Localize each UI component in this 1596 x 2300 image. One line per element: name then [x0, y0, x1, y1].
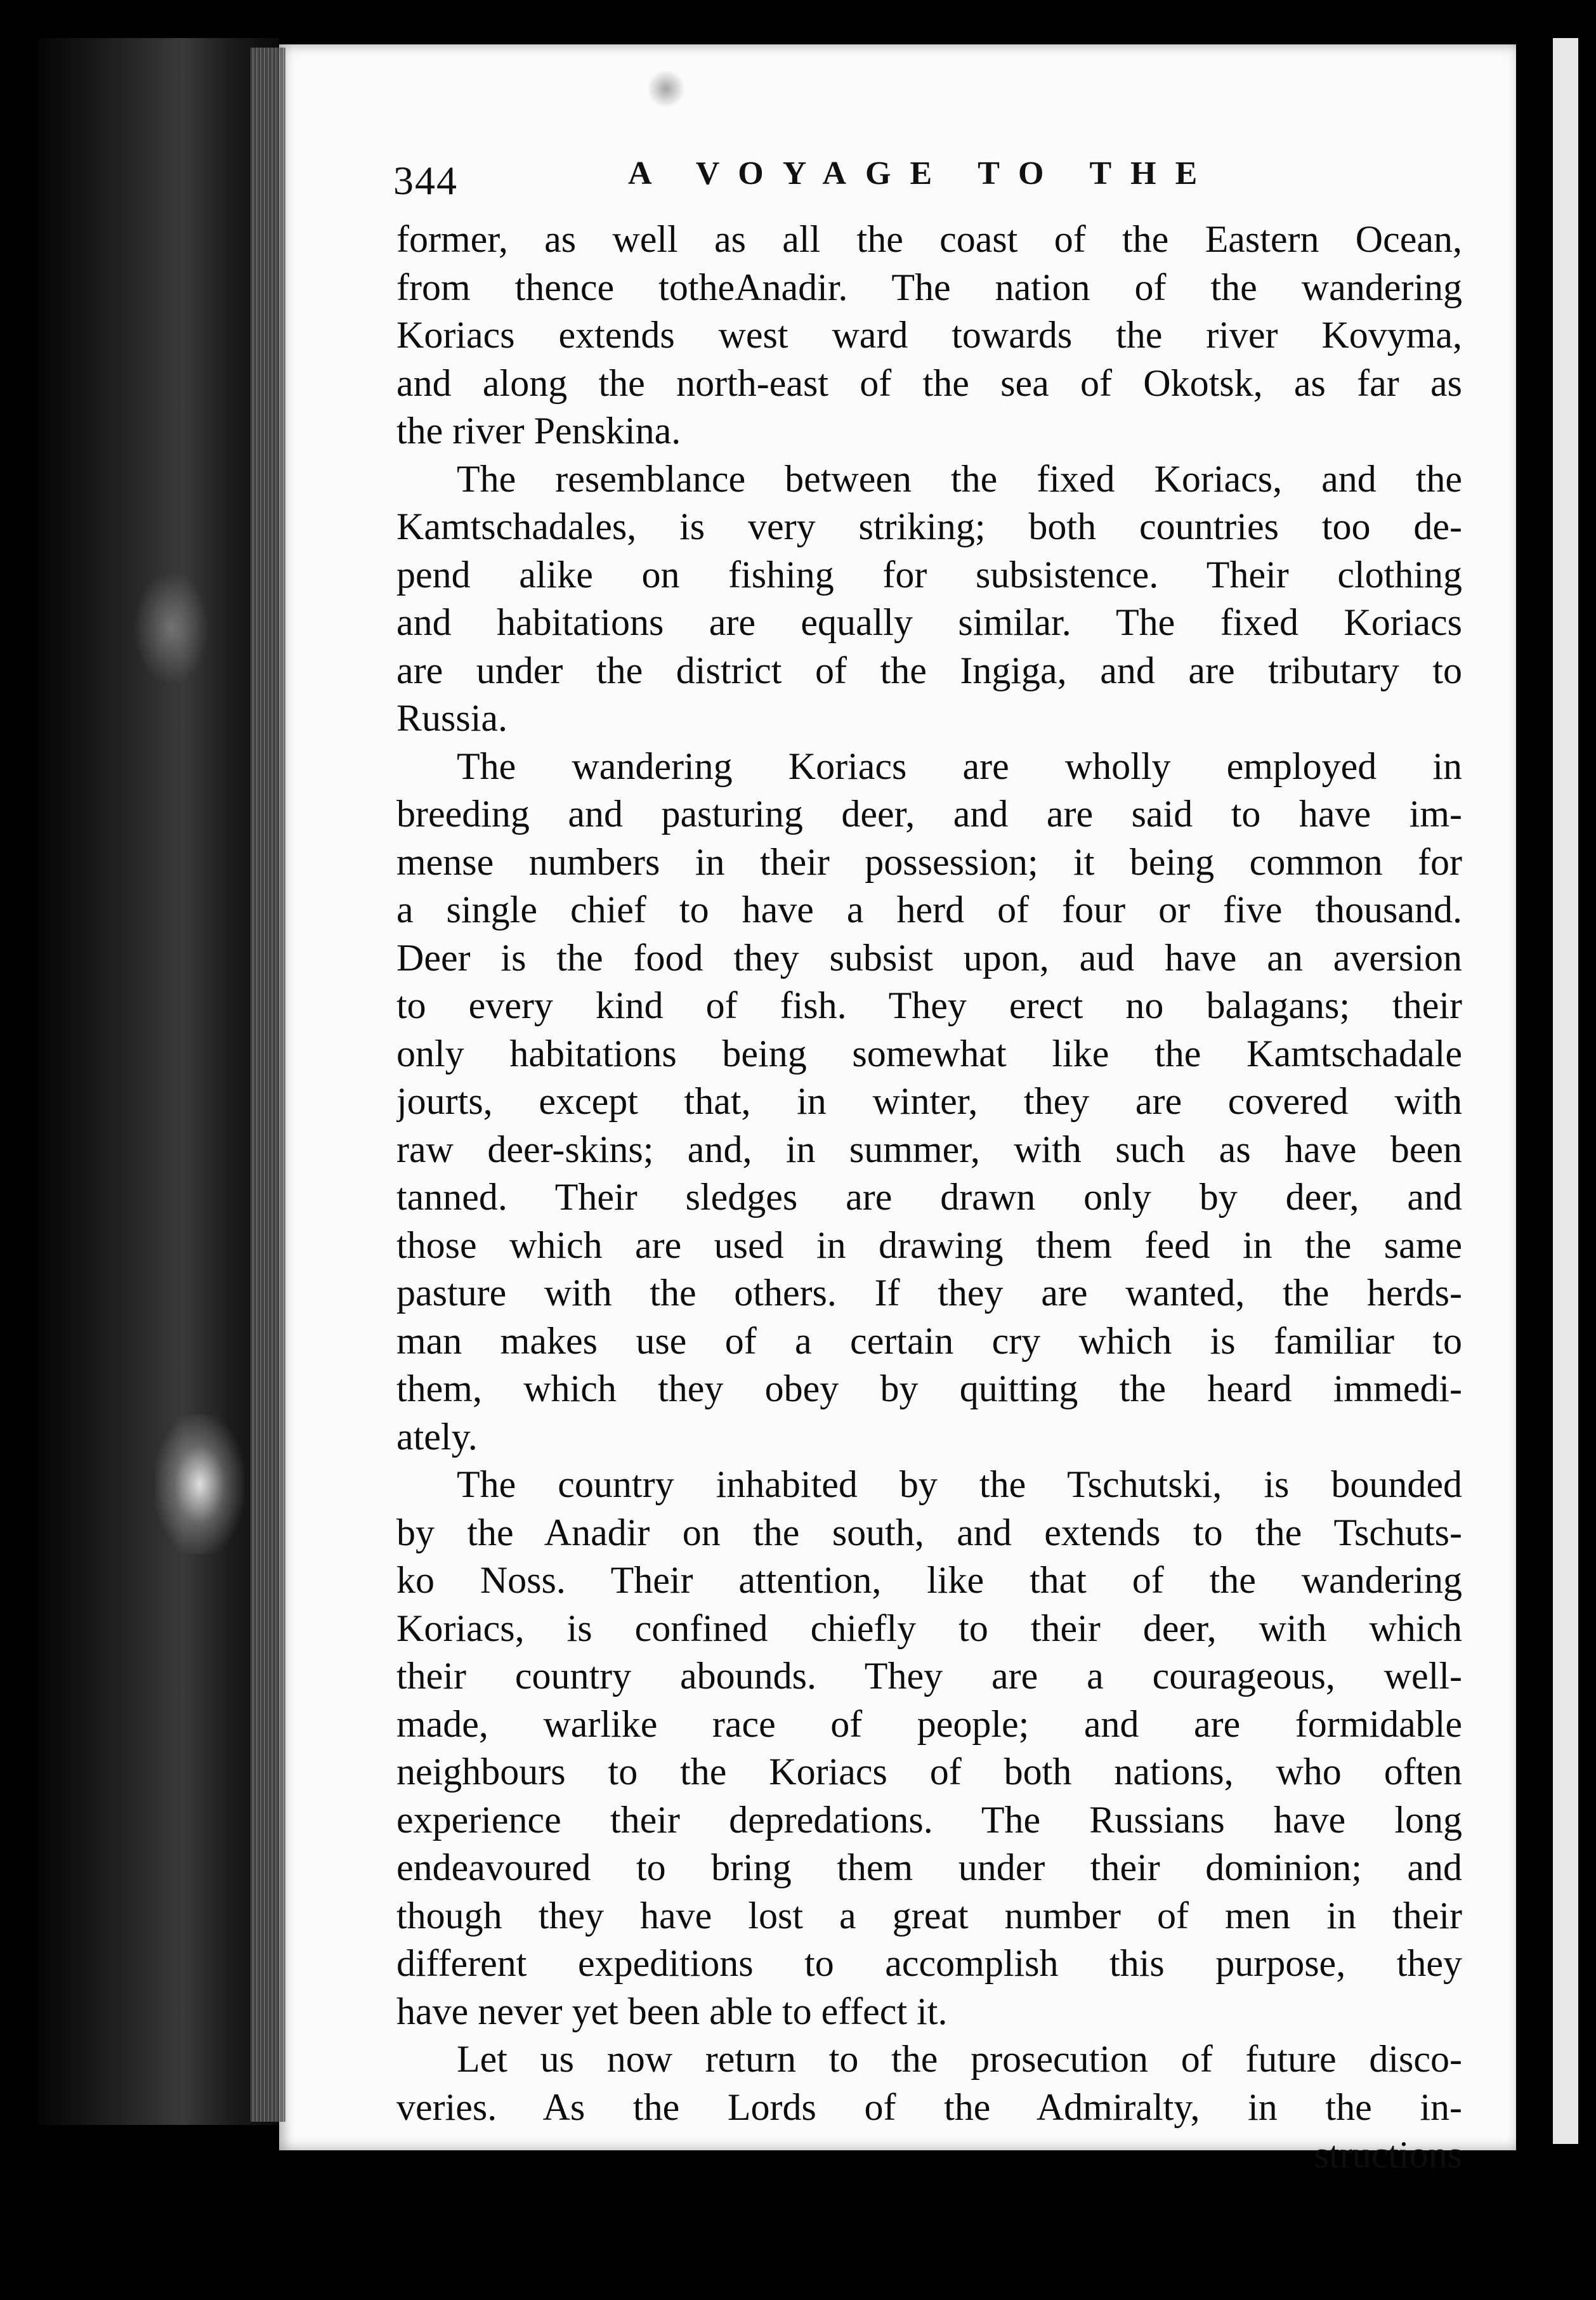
- text-line: different expeditions to accomplish this purpose, they: [396, 1942, 1462, 1984]
- text-line: former, as well as all the coast of the Eastern Ocean,: [396, 218, 1462, 260]
- right-page-edge: [1553, 38, 1578, 2144]
- text-line: Kamtschadales, is very striking; both countries too de-: [396, 506, 1462, 547]
- text-line: pasture with the others. If they are wanted, the herds-: [396, 1272, 1462, 1314]
- text-line: made, warlike race of people; and are formidable: [396, 1702, 1462, 1745]
- running-title: A VOYAGE TO THE: [628, 155, 1217, 192]
- text-line: neighbours to the Koriacs of both nations, who often: [396, 1751, 1462, 1793]
- light-glare: [155, 1415, 244, 1554]
- text-line: mense numbers in their possession; it being common for: [396, 840, 1462, 883]
- text-line: endeavoured to bring them under their dominion; and: [396, 1846, 1462, 1888]
- text-line: tanned. Their sledges are drawn only by deer, and: [396, 1176, 1462, 1218]
- text-line: their country abounds. They are a courageous, well-: [396, 1655, 1462, 1697]
- text-line: raw deer-skins; and, in summer, with such as have been: [396, 1128, 1462, 1170]
- text-line: jourts, except that, in winter, they are covered with: [396, 1080, 1462, 1122]
- text-line: though they have lost a great number of men in their: [396, 1894, 1462, 1937]
- text-line: the river Penskina.: [396, 410, 681, 452]
- text-line: and along the north-east of the sea of Okotsk, as far as: [396, 362, 1462, 404]
- text-line: The resemblance between the fixed Koriacs, and the: [457, 457, 1462, 500]
- text-line: veries. As the Lords of the Admiralty, in the in-: [396, 2086, 1462, 2128]
- text-line: The country inhabited by the Tschutski, is bounded: [457, 1463, 1462, 1505]
- text-line: are under the district of the Ingiga, and are tributary to: [396, 649, 1462, 691]
- body-text: [396, 216, 1462, 2179]
- text-line: ko Noss. Their attention, like that of the wandering: [396, 1559, 1462, 1601]
- text-line: and habitations are equally similar. The fixed Koriacs: [396, 601, 1462, 643]
- text-line: Let us now return to the prosecution of future disco-: [457, 2038, 1462, 2080]
- page-number: 344: [393, 158, 458, 203]
- text-line: pend alike on fishing for subsistence. Their clothing: [396, 553, 1462, 596]
- text-line: Koriacs, is confined chiefly to their deer, with which: [396, 1607, 1462, 1649]
- book-spine-shadow: [38, 38, 279, 2125]
- text-line: them, which they obey by quitting the heard immedi-: [396, 1368, 1462, 1409]
- text-line: breeding and pasturing deer, and are said to have im-: [396, 793, 1462, 835]
- text-line: Koriacs extends west ward towards the river Kovyma,: [396, 314, 1462, 356]
- text-line: a single chief to have a herd of four or five thousand.: [396, 889, 1462, 931]
- text-line: have never yet been able to effect it.: [396, 1990, 948, 2032]
- text-line: by the Anadir on the south, and extends to the Tschuts-: [396, 1511, 1462, 1553]
- ink-smudge: [647, 70, 685, 108]
- page-edges: [251, 48, 285, 2122]
- catchword: structions: [1314, 2134, 1462, 2176]
- text-line: The wandering Koriacs are wholly employed in: [457, 745, 1462, 787]
- text-line: only habitations being somewhat like the Kamtschadale: [396, 1032, 1462, 1075]
- text-line: Deer is the food they subsist upon, aud have an aversion: [396, 936, 1462, 979]
- text-line: to every kind of fish. They erect no balagans; their: [396, 984, 1462, 1026]
- light-glare: [133, 571, 209, 685]
- text-line: man makes use of a certain cry which is familiar to: [396, 1319, 1462, 1362]
- running-head: [393, 152, 1472, 209]
- text-line: ately.: [396, 1415, 478, 1458]
- text-line: experience their depredations. The Russians have long: [396, 1798, 1462, 1841]
- text-line: from thence totheAnadir. The nation of the wandering: [396, 266, 1462, 308]
- text-line: Russia.: [396, 697, 508, 739]
- text-line: those which are used in drawing them feed in the same: [396, 1224, 1462, 1266]
